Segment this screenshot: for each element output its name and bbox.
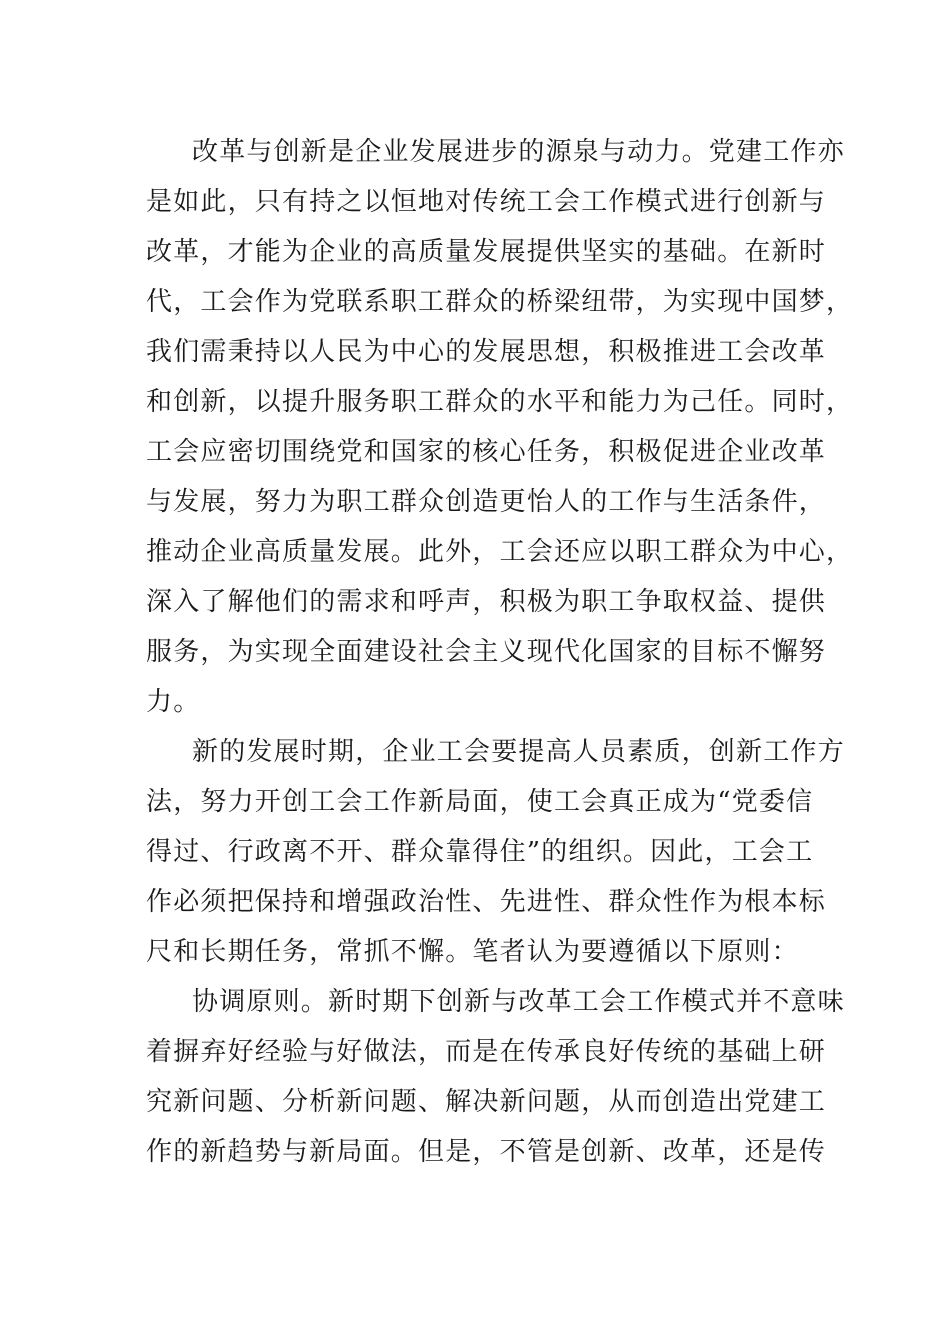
text-line: 深入了解他们的需求和呼声，积极为职工争取权益、提供	[146, 587, 827, 617]
paragraph-coordination-principle	[146, 977, 845, 1177]
paragraph-reform-innovation	[146, 127, 854, 727]
text-line: 法，努力开创工会工作新局面，使工会真正成为“党委信	[146, 787, 814, 817]
text-line: 究新问题、分析新问题、解决新问题，从而创造出党建工	[146, 1087, 827, 1117]
text-line: 新的发展时期，企业工会要提高人员素质，创新工作方	[192, 737, 845, 767]
text-line: 是如此，只有持之以恒地对传统工会工作模式进行创新与	[146, 187, 827, 217]
text-line: 着摒弃好经验与好做法，而是在传承良好传统的基础上研	[146, 1037, 827, 1067]
document-body	[146, 127, 854, 1177]
text-line: 我们需秉持以人民为中心的发展思想，积极推进工会改革	[146, 337, 827, 367]
text-line: 改革与创新是企业发展进步的源泉与动力。党建工作亦	[192, 137, 845, 167]
text-line: 尺和长期任务，常抓不懈。笔者认为要遵循以下原则：	[146, 937, 799, 967]
text-line: 代，工会作为党联系职工群众的桥梁纽带，为实现中国梦，	[146, 287, 854, 317]
text-line: 工会应密切围绕党和国家的核心任务，积极促进企业改革	[146, 437, 827, 467]
text-line: 和创新，以提升服务职工群众的水平和能力为己任。同时，	[146, 387, 854, 417]
text-line: 改革，才能为企业的高质量发展提供坚实的基础。在新时	[146, 237, 827, 267]
paragraph-new-period	[146, 727, 845, 977]
text-line: 得过、行政离不开、群众靠得住”的组织。因此，工会工	[146, 837, 814, 867]
text-line: 与发展，努力为职工群众创造更怡人的工作与生活条件，	[146, 487, 827, 517]
text-line: 力。	[146, 687, 201, 717]
text-line: 作必须把保持和增强政治性、先进性、群众性作为根本标	[146, 887, 827, 917]
text-line: 作的新趋势与新局面。但是，不管是创新、改革，还是传	[146, 1137, 827, 1167]
text-line: 推动企业高质量发展。此外，工会还应以职工群众为中心，	[146, 537, 854, 567]
text-line: 协调原则。新时期下创新与改革工会工作模式并不意味	[192, 987, 845, 1017]
text-line: 服务，为实现全面建设社会主义现代化国家的目标不懈努	[146, 637, 827, 667]
